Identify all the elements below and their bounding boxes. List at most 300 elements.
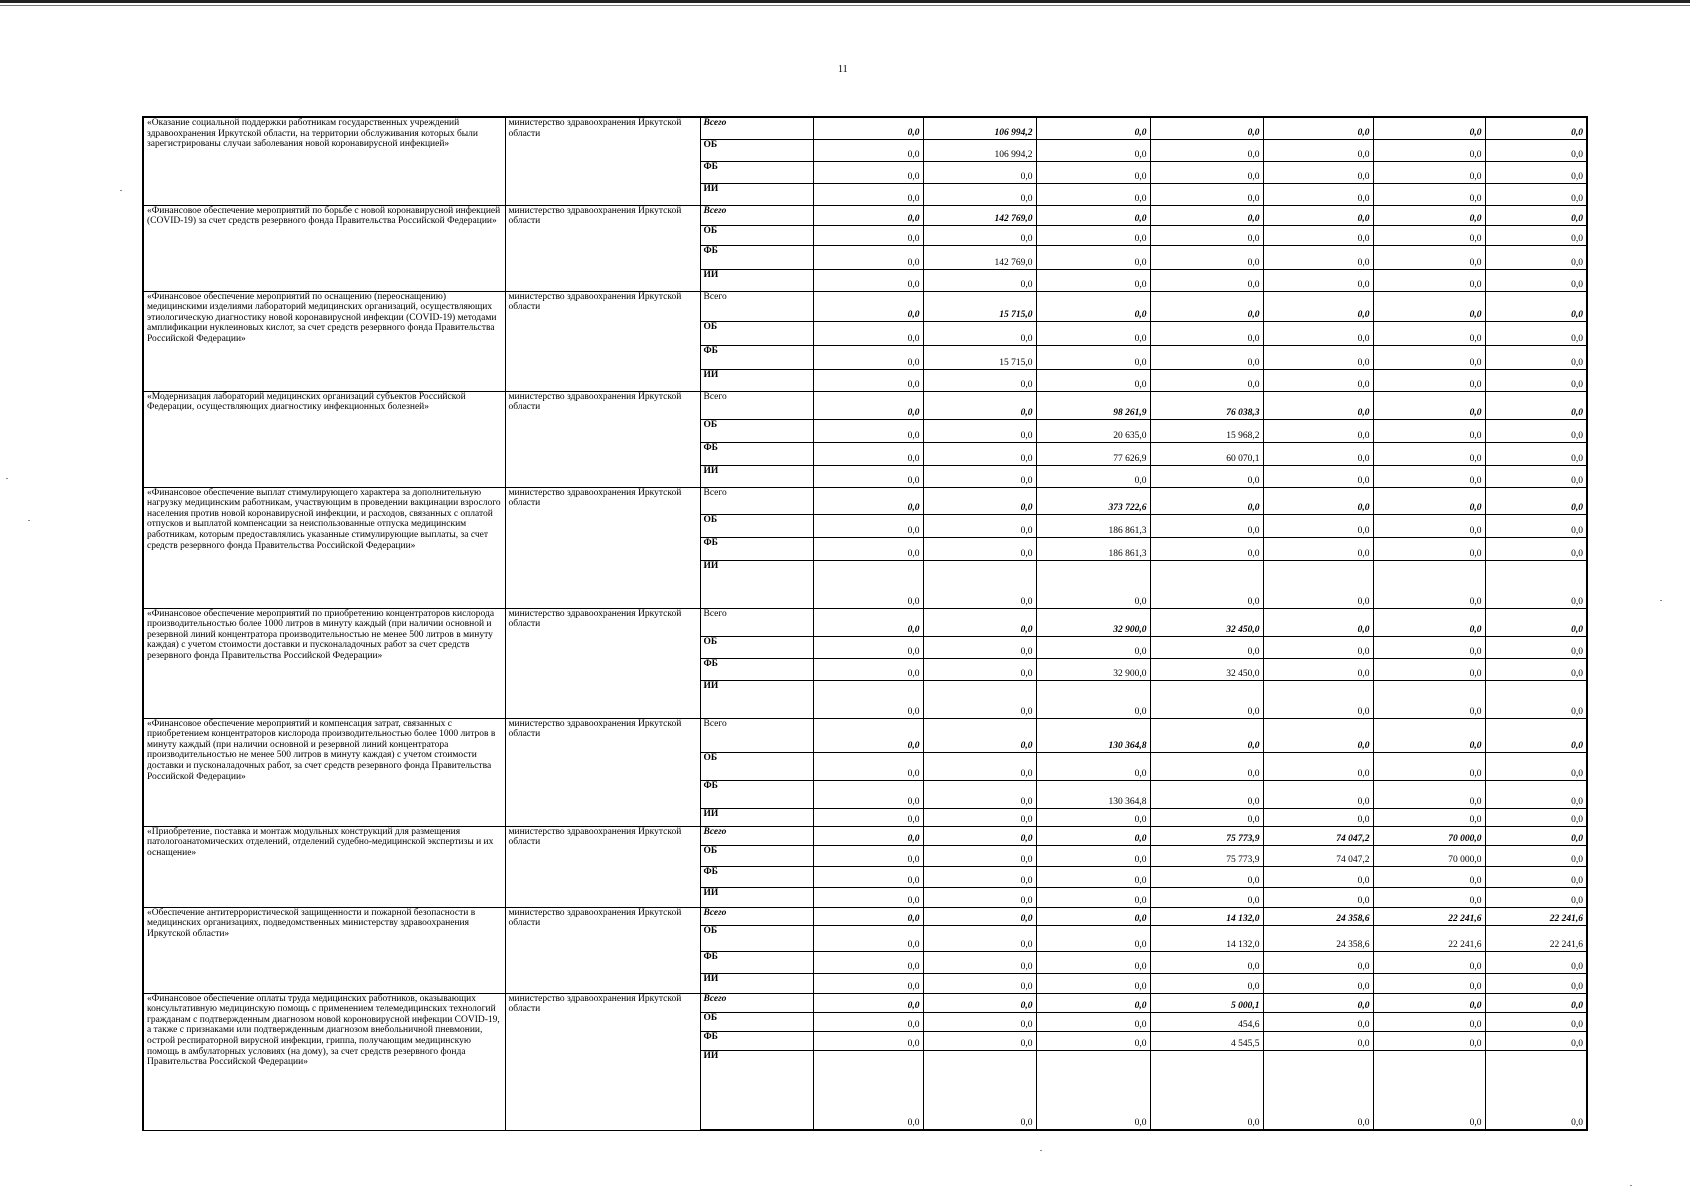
amount-cell: 0,0 <box>813 680 923 718</box>
funding-source: ОБ <box>700 925 813 951</box>
amount-cell: 0,0 <box>923 442 1036 465</box>
amount-cell: 0,0 <box>1485 608 1587 636</box>
amount-cell: 0,0 <box>1036 117 1150 139</box>
amount-cell: 0,0 <box>1263 537 1373 560</box>
amount-cell: 75 773,9 <box>1150 845 1263 866</box>
amount-cell: 0,0 <box>1373 866 1485 887</box>
table-row <box>143 205 1587 225</box>
program-name: «Финансовое обеспечение мероприятий по борьбе с новой коронавирусной инфекцией (COVID-19) за счет средств резервного фонда Правительства Российской Федерации» <box>143 205 505 291</box>
amount-cell: 0,0 <box>1036 560 1150 608</box>
amount-cell: 0,0 <box>1150 636 1263 658</box>
funding-source: Всего <box>700 826 813 845</box>
amount-cell: 14 132,0 <box>1150 907 1263 925</box>
amount-cell: 0,0 <box>1373 465 1485 487</box>
amount-cell: 0,0 <box>1485 139 1587 161</box>
amount-cell: 14 132,0 <box>1150 925 1263 951</box>
program-executor: министерство здравоохранения Иркутской области <box>505 391 700 487</box>
amount-cell: 0,0 <box>1263 951 1373 973</box>
funding-source: ФБ <box>700 951 813 973</box>
amount-cell: 0,0 <box>1150 321 1263 345</box>
amount-cell: 0,0 <box>1485 1050 1587 1130</box>
amount-cell: 24 358,6 <box>1263 907 1373 925</box>
amount-cell: 0,0 <box>1150 161 1263 183</box>
amount-cell: 0,0 <box>1263 269 1373 291</box>
amount-cell: 0,0 <box>1485 973 1587 993</box>
amount-cell: 0,0 <box>1036 925 1150 951</box>
amount-cell: 0,0 <box>1036 205 1150 225</box>
amount-cell: 0,0 <box>1263 514 1373 537</box>
amount-cell: 0,0 <box>1373 369 1485 391</box>
funding-source: ОБ <box>700 225 813 245</box>
amount-cell: 0,0 <box>1373 487 1485 514</box>
amount-cell: 0,0 <box>1150 951 1263 973</box>
amount-cell: 0,0 <box>1263 369 1373 391</box>
amount-cell: 0,0 <box>813 1031 923 1050</box>
funding-source: Всего <box>700 117 813 139</box>
amount-cell: 0,0 <box>1263 866 1373 887</box>
amount-cell: 0,0 <box>1263 139 1373 161</box>
amount-cell: 0,0 <box>813 465 923 487</box>
amount-cell: 0,0 <box>1150 1050 1263 1130</box>
amount-cell: 0,0 <box>1036 183 1150 205</box>
amount-cell: 0,0 <box>1485 636 1587 658</box>
program-name: «Приобретение, поставка и монтаж модульных конструкций для размещения патологоанатомических отделений, отделений судебно-медицинской экспертизы и их оснащение» <box>143 826 505 907</box>
amount-cell: 0,0 <box>813 321 923 345</box>
amount-cell: 0,0 <box>813 866 923 887</box>
amount-cell: 0,0 <box>1373 973 1485 993</box>
scan-top-border-thin <box>0 5 1690 6</box>
amount-cell: 0,0 <box>813 658 923 680</box>
amount-cell: 70 000,0 <box>1373 826 1485 845</box>
scan-speck <box>6 478 8 479</box>
program-executor: министерство здравоохранения Иркутской области <box>505 117 700 205</box>
amount-cell: 0,0 <box>1373 442 1485 465</box>
table-row <box>143 291 1587 321</box>
amount-cell: 0,0 <box>1263 636 1373 658</box>
amount-cell: 0,0 <box>1485 951 1587 973</box>
amount-cell: 0,0 <box>813 269 923 291</box>
amount-cell: 0,0 <box>1150 560 1263 608</box>
amount-cell: 106 994,2 <box>923 139 1036 161</box>
amount-cell: 0,0 <box>1150 537 1263 560</box>
amount-cell: 0,0 <box>813 1012 923 1031</box>
scan-speck <box>1660 600 1662 601</box>
amount-cell: 186 861,3 <box>1036 514 1150 537</box>
amount-cell: 0,0 <box>923 1050 1036 1130</box>
amount-cell: 0,0 <box>1150 752 1263 780</box>
funding-source: ФБ <box>700 1031 813 1050</box>
amount-cell: 0,0 <box>923 537 1036 560</box>
amount-cell: 0,0 <box>813 636 923 658</box>
amount-cell: 0,0 <box>1036 866 1150 887</box>
amount-cell: 0,0 <box>1036 345 1150 369</box>
amount-cell: 0,0 <box>1373 808 1485 826</box>
amount-cell: 0,0 <box>1485 752 1587 780</box>
funding-source: ОБ <box>700 636 813 658</box>
amount-cell: 0,0 <box>923 369 1036 391</box>
amount-cell: 0,0 <box>813 993 923 1012</box>
amount-cell: 0,0 <box>1036 636 1150 658</box>
amount-cell: 0,0 <box>813 391 923 419</box>
amount-cell: 0,0 <box>1263 608 1373 636</box>
amount-cell: 77 626,9 <box>1036 442 1150 465</box>
amount-cell: 0,0 <box>813 845 923 866</box>
amount-cell: 0,0 <box>813 826 923 845</box>
amount-cell: 0,0 <box>1485 680 1587 718</box>
amount-cell: 0,0 <box>813 514 923 537</box>
amount-cell: 0,0 <box>1373 321 1485 345</box>
amount-cell: 0,0 <box>1036 907 1150 925</box>
program-executor: министерство здравоохранения Иркутской области <box>505 826 700 907</box>
amount-cell: 0,0 <box>1485 887 1587 907</box>
amount-cell: 0,0 <box>1150 887 1263 907</box>
amount-cell: 0,0 <box>1485 245 1587 269</box>
amount-cell: 0,0 <box>1373 117 1485 139</box>
amount-cell: 0,0 <box>1485 826 1587 845</box>
amount-cell: 0,0 <box>1485 1031 1587 1050</box>
table-row <box>143 391 1587 419</box>
amount-cell: 0,0 <box>1373 161 1485 183</box>
amount-cell: 0,0 <box>1150 139 1263 161</box>
amount-cell: 0,0 <box>1373 1050 1485 1130</box>
amount-cell: 15 715,0 <box>923 291 1036 321</box>
amount-cell: 0,0 <box>1150 808 1263 826</box>
amount-cell: 186 861,3 <box>1036 537 1150 560</box>
amount-cell: 0,0 <box>813 139 923 161</box>
amount-cell: 0,0 <box>1036 139 1150 161</box>
amount-cell: 70 000,0 <box>1373 845 1485 866</box>
amount-cell: 0,0 <box>923 887 1036 907</box>
amount-cell: 0,0 <box>923 1031 1036 1050</box>
program-executor: министерство здравоохранения Иркутской области <box>505 291 700 391</box>
amount-cell: 0,0 <box>923 718 1036 752</box>
scan-speck <box>28 520 30 521</box>
amount-cell: 0,0 <box>1150 117 1263 139</box>
amount-cell: 0,0 <box>923 514 1036 537</box>
amount-cell: 454,6 <box>1150 1012 1263 1031</box>
amount-cell: 0,0 <box>923 925 1036 951</box>
amount-cell: 0,0 <box>1373 1012 1485 1031</box>
amount-cell: 0,0 <box>1150 269 1263 291</box>
funding-source: ИИ <box>700 680 813 718</box>
amount-cell: 0,0 <box>1373 752 1485 780</box>
amount-cell: 0,0 <box>813 808 923 826</box>
funding-source: ИИ <box>700 973 813 993</box>
amount-cell: 32 450,0 <box>1150 658 1263 680</box>
table-row <box>143 608 1587 636</box>
amount-cell: 0,0 <box>1150 245 1263 269</box>
amount-cell: 0,0 <box>1263 718 1373 752</box>
amount-cell: 75 773,9 <box>1150 826 1263 845</box>
amount-cell: 0,0 <box>1036 887 1150 907</box>
amount-cell: 0,0 <box>923 1012 1036 1031</box>
amount-cell: 0,0 <box>1263 752 1373 780</box>
amount-cell: 0,0 <box>1485 780 1587 808</box>
amount-cell: 0,0 <box>1150 780 1263 808</box>
amount-cell: 0,0 <box>813 225 923 245</box>
funding-source: Всего <box>700 608 813 636</box>
scan-speck <box>120 190 122 191</box>
amount-cell: 32 900,0 <box>1036 608 1150 636</box>
amount-cell: 0,0 <box>1150 225 1263 245</box>
funding-source: ФБ <box>700 442 813 465</box>
scan-top-border <box>0 0 1690 3</box>
amount-cell: 0,0 <box>1263 887 1373 907</box>
amount-cell: 0,0 <box>923 225 1036 245</box>
program-executor: министерство здравоохранения Иркутской области <box>505 205 700 291</box>
table-row <box>143 117 1587 139</box>
amount-cell: 0,0 <box>1036 1050 1150 1130</box>
amount-cell: 0,0 <box>1263 560 1373 608</box>
program-name: «Финансовое обеспечение мероприятий по приобретению концентраторов кислорода производительностью более 1000 литров в минуту каждый (при наличии основной и резервной линий концентратора производительностью не менее 500 литров в минуту каждая) с учетом стоимости доставки и пусконаладочных работ за счет средств резервного фонда Правительства Российской Федерации» <box>143 608 505 718</box>
amount-cell: 0,0 <box>813 442 923 465</box>
funding-source: ОБ <box>700 1012 813 1031</box>
amount-cell: 0,0 <box>1036 1012 1150 1031</box>
amount-cell: 0,0 <box>1263 993 1373 1012</box>
amount-cell: 0,0 <box>923 907 1036 925</box>
funding-source: ИИ <box>700 369 813 391</box>
funding-source: ФБ <box>700 658 813 680</box>
amount-cell: 0,0 <box>1036 161 1150 183</box>
amount-cell: 130 364,8 <box>1036 718 1150 752</box>
amount-cell: 0,0 <box>1263 345 1373 369</box>
amount-cell: 22 241,6 <box>1373 925 1485 951</box>
table-row <box>143 718 1587 752</box>
program-name: «Финансовое обеспечение мероприятий и компенсация затрат, связанных с приобретением концентраторов кислорода производительностью более 1000 литров в минуту каждый (при наличии основной и резервной линий концентратора производительностью не менее 500 литров в минуту каждая) с учетом стоимости доставки и пусконаладочных работ, за счет средств резервного фонда Правительства Российской Федерации» <box>143 718 505 826</box>
program-name: «Обеспечение антитеррористической защищенности и пожарной безопасности в медицинских организациях, подведомственных министерству здравоохранения Иркутской области» <box>143 907 505 993</box>
program-name: «Финансовое обеспечение выплат стимулирующего характера за дополнительную нагрузку медицинским работникам, участвующим в проведении вакцинации взрослого населения против новой коронавирусной инфекции, и расходов, связанных с оплатой отпусков и выплатой компенсации за неиспользованные отпуска медицинским работникам, которым предоставлялись указанные стимулирующие выплаты, за счет средств резервного фонда Правительства Российской Федерации» <box>143 487 505 608</box>
amount-cell: 0,0 <box>1373 537 1485 560</box>
amount-cell: 0,0 <box>1485 369 1587 391</box>
amount-cell: 0,0 <box>1263 780 1373 808</box>
amount-cell: 0,0 <box>1036 951 1150 973</box>
amount-cell: 0,0 <box>813 907 923 925</box>
amount-cell: 32 450,0 <box>1150 608 1263 636</box>
amount-cell: 0,0 <box>1150 680 1263 718</box>
funding-source: Всего <box>700 291 813 321</box>
amount-cell: 4 545,5 <box>1150 1031 1263 1050</box>
amount-cell: 0,0 <box>923 658 1036 680</box>
funding-source: Всего <box>700 391 813 419</box>
amount-cell: 0,0 <box>923 951 1036 973</box>
amount-cell: 0,0 <box>1485 808 1587 826</box>
amount-cell: 0,0 <box>813 487 923 514</box>
amount-cell: 0,0 <box>1485 345 1587 369</box>
amount-cell: 22 241,6 <box>1373 907 1485 925</box>
amount-cell: 0,0 <box>813 925 923 951</box>
amount-cell: 24 358,6 <box>1263 925 1373 951</box>
amount-cell: 0,0 <box>1150 205 1263 225</box>
amount-cell: 74 047,2 <box>1263 826 1373 845</box>
amount-cell: 0,0 <box>1373 887 1485 907</box>
amount-cell: 0,0 <box>1150 866 1263 887</box>
amount-cell: 0,0 <box>1263 161 1373 183</box>
funding-source: Всего <box>700 993 813 1012</box>
amount-cell: 0,0 <box>1150 718 1263 752</box>
program-executor: министерство здравоохранения Иркутской области <box>505 907 700 993</box>
funding-source: ФБ <box>700 537 813 560</box>
amount-cell: 373 722,6 <box>1036 487 1150 514</box>
table-row <box>143 907 1587 925</box>
funding-source: ФБ <box>700 780 813 808</box>
program-name: «Модернизация лабораторий медицинских организаций субъектов Российской Федерации, осуществляющих диагностику инфекционных болезней» <box>143 391 505 487</box>
amount-cell: 0,0 <box>813 345 923 369</box>
amount-cell: 0,0 <box>1373 139 1485 161</box>
funding-source: ФБ <box>700 161 813 183</box>
amount-cell: 0,0 <box>1485 465 1587 487</box>
funding-source: ИИ <box>700 269 813 291</box>
amount-cell: 0,0 <box>1036 752 1150 780</box>
amount-cell: 0,0 <box>923 780 1036 808</box>
amount-cell: 0,0 <box>1263 291 1373 321</box>
amount-cell: 0,0 <box>1150 369 1263 391</box>
program-executor: министерство здравоохранения Иркутской области <box>505 993 700 1130</box>
funding-source: ОБ <box>700 419 813 442</box>
amount-cell: 0,0 <box>813 951 923 973</box>
amount-cell: 0,0 <box>1263 465 1373 487</box>
amount-cell: 0,0 <box>813 291 923 321</box>
amount-cell: 74 047,2 <box>1263 845 1373 866</box>
amount-cell: 0,0 <box>923 866 1036 887</box>
amount-cell: 0,0 <box>1485 321 1587 345</box>
amount-cell: 142 769,0 <box>923 245 1036 269</box>
funding-source: ОБ <box>700 139 813 161</box>
amount-cell: 15 968,2 <box>1150 419 1263 442</box>
amount-cell: 0,0 <box>813 752 923 780</box>
amount-cell: 0,0 <box>1485 718 1587 752</box>
amount-cell: 32 900,0 <box>1036 658 1150 680</box>
amount-cell: 0,0 <box>1373 269 1485 291</box>
funding-source: ИИ <box>700 465 813 487</box>
amount-cell: 0,0 <box>1373 636 1485 658</box>
amount-cell: 0,0 <box>1485 1012 1587 1031</box>
table-row <box>143 487 1587 514</box>
amount-cell: 20 635,0 <box>1036 419 1150 442</box>
amount-cell: 0,0 <box>1150 514 1263 537</box>
amount-cell: 0,0 <box>1485 845 1587 866</box>
amount-cell: 0,0 <box>1263 321 1373 345</box>
amount-cell: 0,0 <box>923 680 1036 718</box>
funding-source: Всего <box>700 718 813 752</box>
amount-cell: 0,0 <box>1263 1031 1373 1050</box>
program-executor: министерство здравоохранения Иркутской области <box>505 608 700 718</box>
table-row <box>143 826 1587 845</box>
amount-cell: 0,0 <box>923 391 1036 419</box>
program-executor: министерство здравоохранения Иркутской области <box>505 718 700 826</box>
amount-cell: 0,0 <box>1263 205 1373 225</box>
amount-cell: 106 994,2 <box>923 117 1036 139</box>
amount-cell: 0,0 <box>813 537 923 560</box>
amount-cell: 0,0 <box>813 718 923 752</box>
program-name: «Оказание социальной поддержки работникам государственных учреждений здравоохранения Иркутской области, на территории обслуживания которых были зарегистрированы случаи заболевания новой коронавирусной инфекцией» <box>143 117 505 205</box>
amount-cell: 0,0 <box>923 636 1036 658</box>
amount-cell: 0,0 <box>1485 537 1587 560</box>
amount-cell: 0,0 <box>1263 487 1373 514</box>
amount-cell: 0,0 <box>813 245 923 269</box>
amount-cell: 0,0 <box>1150 291 1263 321</box>
amount-cell: 0,0 <box>1485 487 1587 514</box>
amount-cell: 0,0 <box>923 321 1036 345</box>
funding-source: Всего <box>700 487 813 514</box>
amount-cell: 0,0 <box>1036 291 1150 321</box>
amount-cell: 0,0 <box>813 608 923 636</box>
funding-source: ФБ <box>700 866 813 887</box>
amount-cell: 0,0 <box>1263 973 1373 993</box>
amount-cell: 0,0 <box>1036 845 1150 866</box>
amount-cell: 0,0 <box>1373 658 1485 680</box>
amount-cell: 0,0 <box>1263 245 1373 269</box>
funding-source: ИИ <box>700 183 813 205</box>
amount-cell: 0,0 <box>1263 391 1373 419</box>
amount-cell: 98 261,9 <box>1036 391 1150 419</box>
amount-cell: 0,0 <box>813 419 923 442</box>
amount-cell: 0,0 <box>923 752 1036 780</box>
amount-cell: 0,0 <box>1036 680 1150 718</box>
amount-cell: 0,0 <box>1373 1031 1485 1050</box>
amount-cell: 0,0 <box>1263 1050 1373 1130</box>
amount-cell: 0,0 <box>1036 465 1150 487</box>
funding-source: ФБ <box>700 245 813 269</box>
amount-cell: 0,0 <box>813 973 923 993</box>
amount-cell: 0,0 <box>1036 269 1150 291</box>
amount-cell: 0,0 <box>813 887 923 907</box>
amount-cell: 0,0 <box>813 560 923 608</box>
amount-cell: 0,0 <box>1373 225 1485 245</box>
amount-cell: 0,0 <box>1373 205 1485 225</box>
amount-cell: 0,0 <box>923 269 1036 291</box>
amount-cell: 0,0 <box>813 161 923 183</box>
amount-cell: 0,0 <box>1263 419 1373 442</box>
amount-cell: 0,0 <box>1036 245 1150 269</box>
amount-cell: 0,0 <box>923 465 1036 487</box>
amount-cell: 0,0 <box>1485 225 1587 245</box>
funding-source: ИИ <box>700 808 813 826</box>
amount-cell: 0,0 <box>1373 780 1485 808</box>
amount-cell: 0,0 <box>1036 369 1150 391</box>
amount-cell: 0,0 <box>1150 465 1263 487</box>
program-name: «Финансовое обеспечение мероприятий по оснащению (переоснащению) медицинскими изделиями лабораторий медицинских организаций, осуществляющих этиологическую диагностику новой коронавирусной инфекции (COVID-19) методами амплификации нуклеиновых кислот, за счет средств резервного фонда Правительства Российской Федерации» <box>143 291 505 391</box>
budget-table <box>142 116 1588 1131</box>
funding-source: ОБ <box>700 845 813 866</box>
amount-cell: 0,0 <box>1036 808 1150 826</box>
page-number: 11 <box>838 64 848 75</box>
amount-cell: 0,0 <box>1150 973 1263 993</box>
amount-cell: 0,0 <box>1036 993 1150 1012</box>
amount-cell: 0,0 <box>923 487 1036 514</box>
amount-cell: 0,0 <box>1263 680 1373 718</box>
amount-cell: 0,0 <box>1485 269 1587 291</box>
amount-cell: 0,0 <box>923 608 1036 636</box>
funding-source: ИИ <box>700 887 813 907</box>
amount-cell: 0,0 <box>923 808 1036 826</box>
amount-cell: 0,0 <box>923 161 1036 183</box>
funding-source: ОБ <box>700 514 813 537</box>
funding-source: Всего <box>700 907 813 925</box>
amount-cell: 0,0 <box>1263 442 1373 465</box>
funding-source: ИИ <box>700 1050 813 1130</box>
amount-cell: 0,0 <box>813 205 923 225</box>
amount-cell: 0,0 <box>1373 718 1485 752</box>
amount-cell: 0,0 <box>1263 225 1373 245</box>
amount-cell: 0,0 <box>1263 808 1373 826</box>
amount-cell: 0,0 <box>923 183 1036 205</box>
amount-cell: 0,0 <box>1485 161 1587 183</box>
amount-cell: 0,0 <box>1373 951 1485 973</box>
funding-source: ОБ <box>700 752 813 780</box>
amount-cell: 0,0 <box>1373 608 1485 636</box>
amount-cell: 0,0 <box>1150 487 1263 514</box>
program-executor: министерство здравоохранения Иркутской области <box>505 487 700 608</box>
